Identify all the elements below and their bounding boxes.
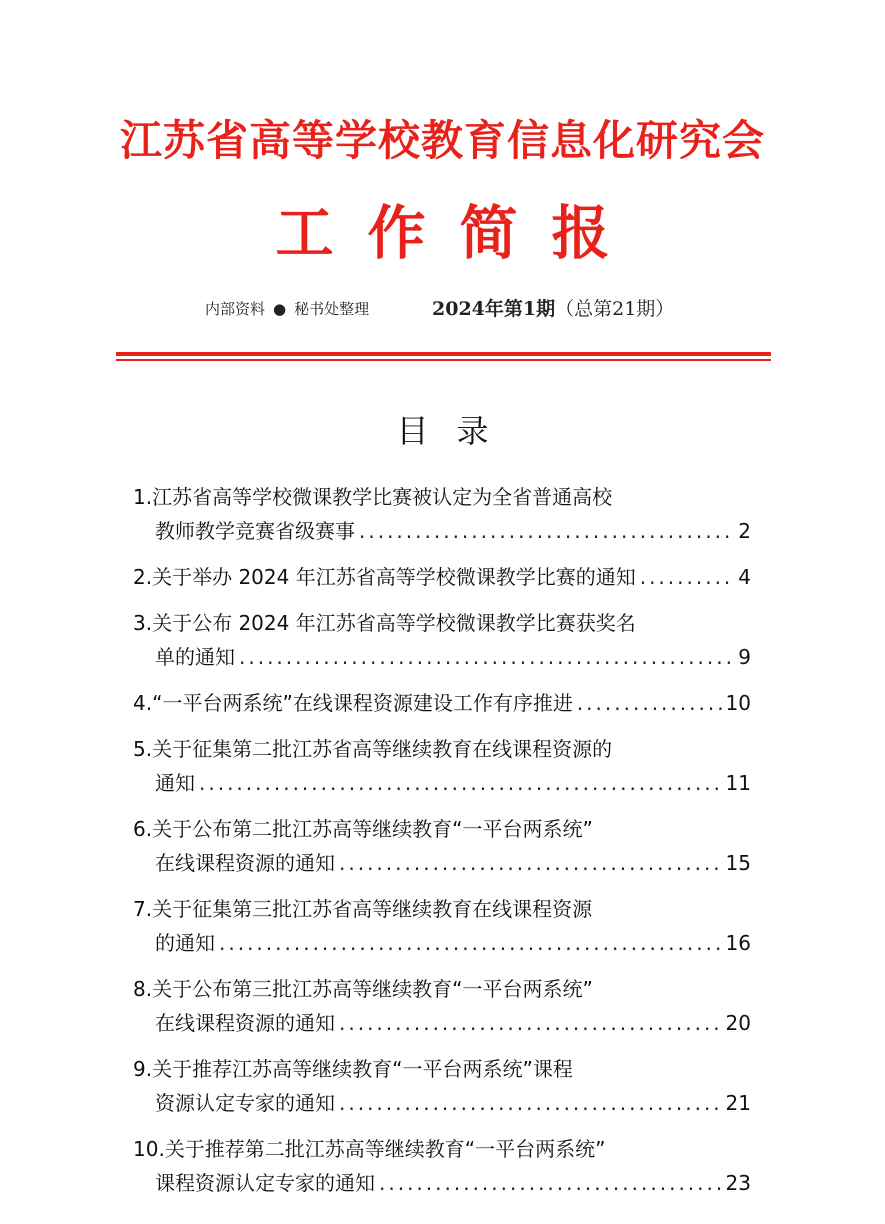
- toc-entry-5[interactable]: [133, 732, 751, 800]
- total-issue: （总第21期）: [555, 298, 675, 320]
- toc-text-cont: 通知: [155, 771, 195, 795]
- toc-leader: [640, 560, 735, 594]
- toc-text: 关于公布第二批江苏高等继续教育“一平台两系统”: [152, 817, 593, 841]
- toc-page: 2: [738, 519, 751, 543]
- publication-meta: [205, 298, 369, 319]
- editor-label: 秘书处整理: [294, 300, 370, 318]
- toc-text-cont: 课程资源认定专家的通知: [155, 1171, 375, 1195]
- toc-leader: [379, 1166, 722, 1200]
- toc-num: 7.: [133, 897, 153, 921]
- toc-num: 8.: [133, 977, 153, 1001]
- toc-page: 10: [725, 691, 751, 715]
- toc-entry-7[interactable]: [133, 892, 751, 960]
- header-divider-thin: [116, 359, 771, 361]
- issue-number: 2024年第1期: [432, 298, 556, 320]
- toc-text-cont: 单的通知: [155, 645, 235, 669]
- toc-page: 15: [725, 851, 751, 875]
- bullet-icon: ●: [273, 300, 287, 318]
- toc-num: 3.: [133, 611, 153, 635]
- toc-page: 11: [725, 771, 751, 795]
- toc-entry-3[interactable]: [133, 606, 751, 674]
- toc-text-cont: 在线课程资源的通知: [155, 1011, 335, 1035]
- toc-leader: [577, 686, 722, 720]
- toc-entry-4[interactable]: [133, 686, 751, 720]
- toc-title: 目录: [396, 412, 517, 450]
- toc-entry-1[interactable]: [133, 480, 751, 548]
- toc-text-cont: 资源认定专家的通知: [155, 1091, 335, 1115]
- publication-title: 工作简报: [275, 199, 644, 267]
- toc-text: 关于征集第二批江苏省高等继续教育在线课程资源的: [152, 737, 613, 761]
- toc-text: 关于征集第三批江苏省高等继续教育在线课程资源: [152, 897, 593, 921]
- toc-num: 1.: [133, 485, 153, 509]
- toc-entry-8[interactable]: [133, 972, 751, 1040]
- toc-num: 2.: [133, 565, 153, 589]
- toc-page: 4: [738, 565, 751, 589]
- toc-page: 16: [725, 931, 751, 955]
- toc-leader: [199, 766, 722, 800]
- organization-title: 江苏省高等学校教育信息化研究会: [119, 116, 765, 165]
- toc-leader: [339, 846, 722, 880]
- toc-text-cont: 的通知: [155, 931, 215, 955]
- toc-text-cont: 教师教学竞赛省级赛事: [155, 519, 355, 543]
- toc-page: 9: [738, 645, 751, 669]
- toc-entry-9[interactable]: [133, 1052, 751, 1120]
- toc-entry-6[interactable]: [133, 812, 751, 880]
- toc-text: 关于公布 2024 年江苏省高等学校微课教学比赛获奖名: [152, 611, 636, 635]
- toc-text: “一平台两系统”在线课程资源建设工作有序推进: [152, 691, 573, 715]
- toc-leader: [219, 926, 722, 960]
- toc-leader: [359, 514, 734, 548]
- toc-text-cont: 在线课程资源的通知: [155, 851, 335, 875]
- internal-label: 内部资料: [205, 300, 266, 318]
- table-of-contents: [133, 480, 751, 1212]
- toc-entry-10[interactable]: [133, 1132, 751, 1200]
- toc-num: 4.: [133, 691, 153, 715]
- toc-entry-2[interactable]: [133, 560, 751, 594]
- toc-num: 5.: [133, 737, 153, 761]
- toc-num: 9.: [133, 1057, 153, 1081]
- toc-text: 关于公布第三批江苏高等继续教育“一平台两系统”: [152, 977, 593, 1001]
- header-divider-thick: [116, 352, 771, 356]
- toc-num: 10.: [133, 1137, 165, 1161]
- toc-leader: [339, 1006, 722, 1040]
- toc-page: 21: [725, 1091, 751, 1115]
- toc-text: 江苏省高等学校微课教学比赛被认定为全省普通高校: [152, 485, 613, 509]
- toc-page: 23: [725, 1171, 751, 1195]
- toc-leader: [339, 1086, 722, 1120]
- toc-page: 20: [725, 1011, 751, 1035]
- toc-text: 关于推荐第二批江苏高等继续教育“一平台两系统”: [164, 1137, 606, 1161]
- toc-text: 关于举办 2024 年江苏省高等学校微课教学比赛的通知: [152, 565, 636, 589]
- issue-info: [432, 294, 674, 321]
- toc-text: 关于推荐江苏高等继续教育“一平台两系统”课程: [152, 1057, 573, 1081]
- toc-leader: [239, 640, 734, 674]
- toc-num: 6.: [133, 817, 153, 841]
